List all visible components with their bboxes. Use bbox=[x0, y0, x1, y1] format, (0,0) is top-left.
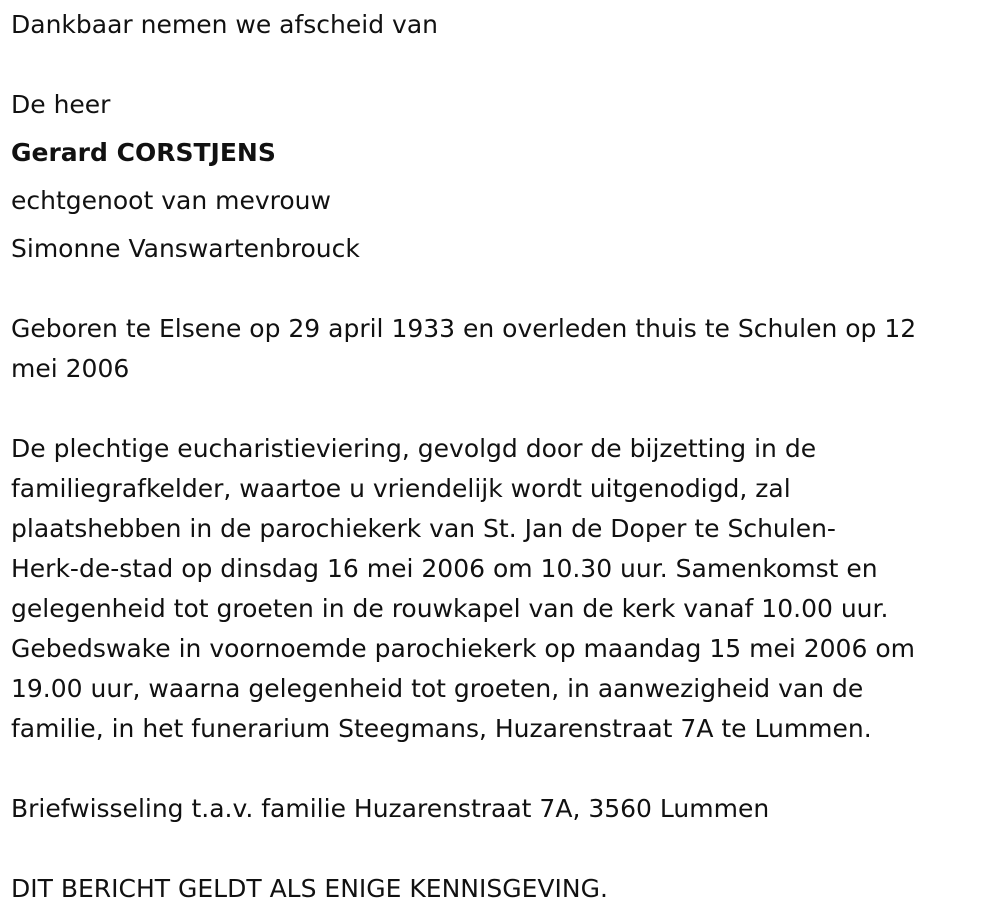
ceremony-line: Gebedswake in voornoemde parochiekerk op maandag 15 mei 2006 om bbox=[11, 634, 915, 663]
spouse-label: echtgenoot van mevrouw bbox=[11, 186, 331, 215]
ceremony-line: 19.00 uur, waarna gelegenheid tot groeten, in aanwezigheid van de bbox=[11, 674, 864, 703]
birth-death-line: mei 2006 bbox=[11, 354, 130, 383]
deceased-name: Gerard CORSTJENS bbox=[11, 138, 276, 167]
intro-line: Dankbaar nemen we afscheid van bbox=[11, 10, 438, 39]
ceremony-line: De plechtige eucharistieviering, gevolgd door de bijzetting in de bbox=[11, 434, 817, 463]
birth-death-line: Geboren te Elsene op 29 april 1933 en overleden thuis te Schulen op 12 bbox=[11, 314, 917, 343]
salutation: De heer bbox=[11, 90, 111, 119]
birth-death-paragraph bbox=[11, 309, 916, 389]
correspondence-line: Briefwisseling t.a.v. familie Huzarenstraat 7A, 3560 Lummen bbox=[11, 794, 770, 823]
ceremony-line: Herk-de-stad op dinsdag 16 mei 2006 om 10.30 uur. Samenkomst en bbox=[11, 554, 878, 583]
notice-line: DIT BERICHT GELDT ALS ENIGE KENNISGEVING. bbox=[11, 874, 608, 903]
ceremony-paragraph bbox=[11, 429, 915, 749]
ceremony-line: gelegenheid tot groeten in de rouwkapel van de kerk vanaf 10.00 uur. bbox=[11, 594, 889, 623]
spouse-name: Simonne Vanswartenbrouck bbox=[11, 234, 360, 263]
ceremony-line: familiegrafkelder, waartoe u vriendelijk wordt uitgenodigd, zal bbox=[11, 474, 791, 503]
ceremony-line: plaatshebben in de parochiekerk van St. Jan de Doper te Schulen- bbox=[11, 514, 836, 543]
ceremony-line: familie, in het funerarium Steegmans, Huzarenstraat 7A te Lummen. bbox=[11, 714, 872, 743]
